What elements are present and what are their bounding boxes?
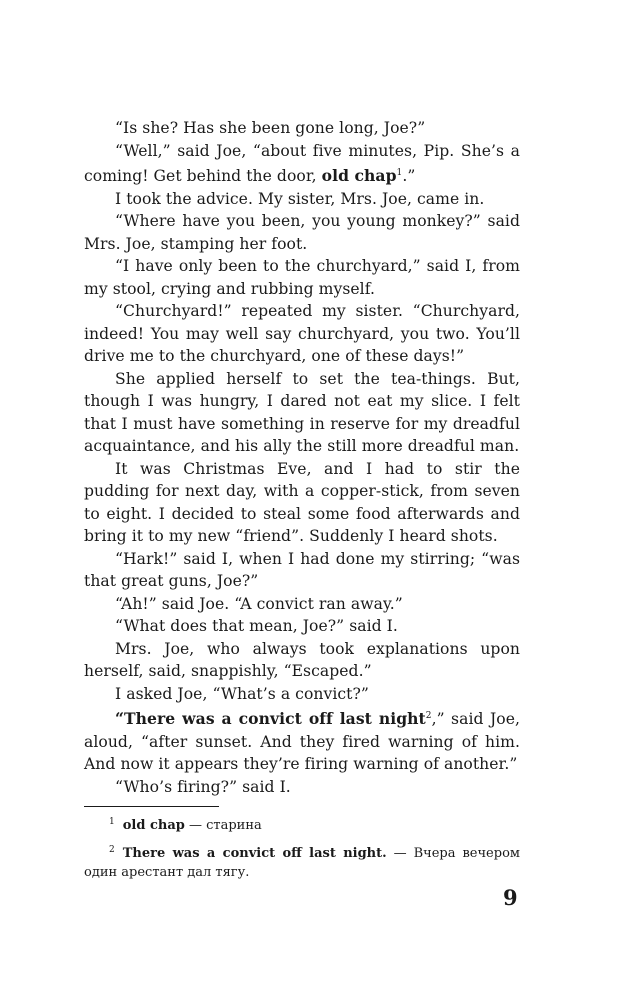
footnote xyxy=(84,841,520,882)
footnote-term: There was a convict off last night. xyxy=(122,846,387,861)
text-run: ,” said Joe, aloud, “after sunset. And they fired warning of him. And now it appears they’re firing warning of another.” xyxy=(84,710,520,773)
text-run: “Well,” said Joe, “about five minutes, Pip. She’s a coming! Get behind the door, xyxy=(84,141,520,185)
paragraph xyxy=(84,300,520,368)
footnote-reference: 1 xyxy=(396,168,403,178)
text-run: Mrs. Joe, who always took explanations upon herself, said, snappishly, “Escaped.” xyxy=(84,639,520,680)
footnote-marker: 1 xyxy=(109,817,115,827)
paragraph xyxy=(84,615,520,638)
text-run: “Churchyard!” repeated my sister. “Churchyard, indeed! You may well say churchyard, you two. You’ll drive me to the churchyard, one of these days!” xyxy=(84,302,520,365)
footnotes xyxy=(84,813,520,888)
page-number: 9 xyxy=(503,885,518,910)
paragraph xyxy=(84,210,520,255)
paragraph xyxy=(84,368,520,458)
text-run: “Where have you been, you young monkey?” said Mrs. Joe, stamping her foot. xyxy=(84,212,520,253)
text-run: “Hark!” said I, when I had done my stirring; “was that great guns, Joe?” xyxy=(84,549,520,590)
text-run: I took the advice. My sister, Mrs. Joe, came in. xyxy=(115,189,485,208)
footnote-separator: — xyxy=(184,818,207,833)
footnote-marker: 2 xyxy=(109,845,115,855)
paragraph xyxy=(84,188,520,211)
text-run: .” xyxy=(402,167,416,185)
text-run: “I have only been to the churchyard,” said I, from my stool, crying and rubbing myself. xyxy=(84,257,520,298)
footnote-divider xyxy=(84,806,219,807)
paragraph xyxy=(84,255,520,300)
footnote-translation: Вчера вечером один арестант дал тягу. xyxy=(84,846,521,880)
paragraph xyxy=(84,705,520,776)
paragraph xyxy=(84,638,520,683)
text-run: “What does that mean, Joe?” said I. xyxy=(115,617,398,635)
paragraph xyxy=(84,458,520,548)
text-run: “Is she? Has she been gone long, Joe?” xyxy=(115,119,426,137)
glossary-term: old chap xyxy=(321,166,397,185)
text-run: “Ah!” said Joe. “A convict ran away.” xyxy=(115,594,403,613)
paragraph xyxy=(84,140,520,188)
footnote-term: old chap xyxy=(122,818,185,833)
paragraph xyxy=(84,117,520,140)
text-run: “Who’s firing?” said I. xyxy=(115,777,291,796)
text-run: It was Christmas Eve, and I had to stir the pudding for next day, with a copper-stick, from seven to eight. I decided to steal some food afterwards and bring it to my new “friend”. Suddenly I heard shots. xyxy=(84,459,520,545)
footnote-translation: старина xyxy=(206,818,262,833)
footnote-reference: 2 xyxy=(425,711,432,721)
text-run: She applied herself to set the tea-things. But, though I was hungry, I dared not eat my slice. I felt that I must have something in reserve for my dreadful acquaintance, and his ally the still more dreadful man. xyxy=(84,369,520,455)
text-run: I asked Joe, “What’s a convict?” xyxy=(115,684,369,703)
paragraph xyxy=(84,548,520,593)
body-text xyxy=(84,117,520,798)
paragraph xyxy=(84,593,520,616)
glossary-term: “There was a convict off last night xyxy=(115,709,426,728)
footnote xyxy=(84,813,520,835)
footnote-separator: — xyxy=(386,846,414,861)
paragraph xyxy=(84,683,520,706)
paragraph xyxy=(84,776,520,799)
